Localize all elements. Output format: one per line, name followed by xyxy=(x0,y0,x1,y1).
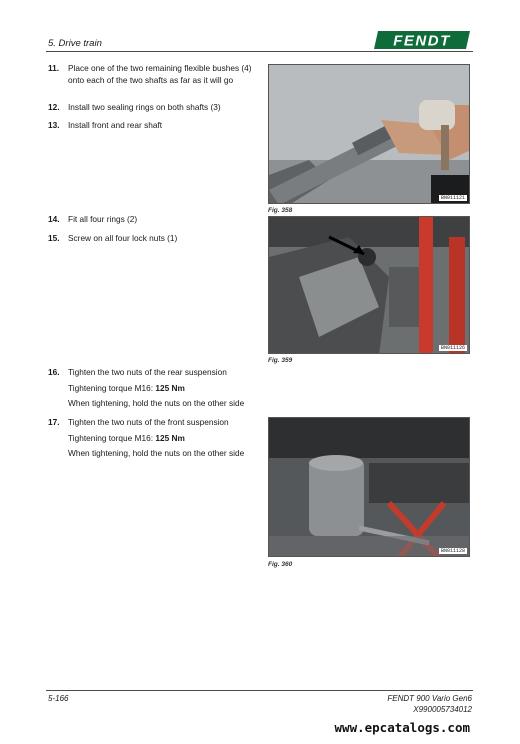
step-number: 15. xyxy=(48,233,60,243)
step-number: 17. xyxy=(48,417,60,427)
footer-rule xyxy=(46,690,473,691)
figure-caption: Fig. 359 xyxy=(268,357,293,364)
torque-label: Tightening torque M16: xyxy=(68,432,154,443)
step-13 xyxy=(48,120,258,132)
torque-value: 125 Nm xyxy=(155,432,185,443)
figure-caption: Fig. 358 xyxy=(268,207,293,214)
manual-title: FENDT 900 Vario Gen6 xyxy=(387,694,472,703)
header-rule xyxy=(46,51,473,52)
step-14 xyxy=(48,214,258,226)
step-number: 14. xyxy=(48,214,60,224)
step-number: 12. xyxy=(48,102,60,112)
hammer-photo-image xyxy=(269,65,470,204)
fendt-logo xyxy=(372,30,472,50)
step-text: Tighten the two nuts of the front suspension xyxy=(68,417,229,427)
manual-info xyxy=(387,693,472,715)
drivetrain-photo-image xyxy=(269,217,470,354)
step-17 xyxy=(48,417,258,460)
section-title: 5. Drive train xyxy=(48,38,102,49)
step-note: When tightening, hold the nuts on the other side xyxy=(68,398,245,408)
suspension-photo-image xyxy=(269,418,470,557)
figure-360-photo xyxy=(268,417,470,557)
figure-code: BN011121 xyxy=(440,195,465,201)
figure-caption: Fig. 360 xyxy=(268,561,293,568)
step-text: Place one of the two remaining flexible bushes (4) onto each of the two shafts as far as it will go xyxy=(68,63,252,85)
step-text: Fit all four rings (2) xyxy=(68,214,138,224)
step-text: Tighten the two nuts of the rear suspension xyxy=(68,367,227,377)
step-11 xyxy=(48,63,258,86)
torque-spec xyxy=(68,383,258,395)
figure-code: BN011128 xyxy=(440,548,465,554)
figure-359-photo xyxy=(268,216,470,354)
figure-code: BN011126 xyxy=(440,345,465,351)
watermark-url: www.epcatalogs.com xyxy=(334,720,470,735)
figure-358-photo xyxy=(268,64,470,204)
page-number: 5-166 xyxy=(48,694,69,703)
step-text: Install two sealing rings on both shafts (3) xyxy=(68,102,221,112)
step-15 xyxy=(48,233,258,245)
torque-label: Tightening torque M16: xyxy=(68,382,154,393)
manual-code: X990005734012 xyxy=(413,705,472,714)
step-number: 11. xyxy=(48,63,60,73)
torque-value: 125 Nm xyxy=(155,382,185,393)
torque-spec xyxy=(68,433,258,445)
step-12 xyxy=(48,102,258,114)
step-note: When tightening, hold the nuts on the other side xyxy=(68,448,245,458)
step-number: 13. xyxy=(48,120,60,130)
step-number: 16. xyxy=(48,367,60,377)
step-text: Install front and rear shaft xyxy=(68,120,163,130)
step-text: Screw on all four lock nuts (1) xyxy=(68,233,178,243)
svg-text:FENDT: FENDT xyxy=(393,32,451,50)
step-16 xyxy=(48,367,258,410)
